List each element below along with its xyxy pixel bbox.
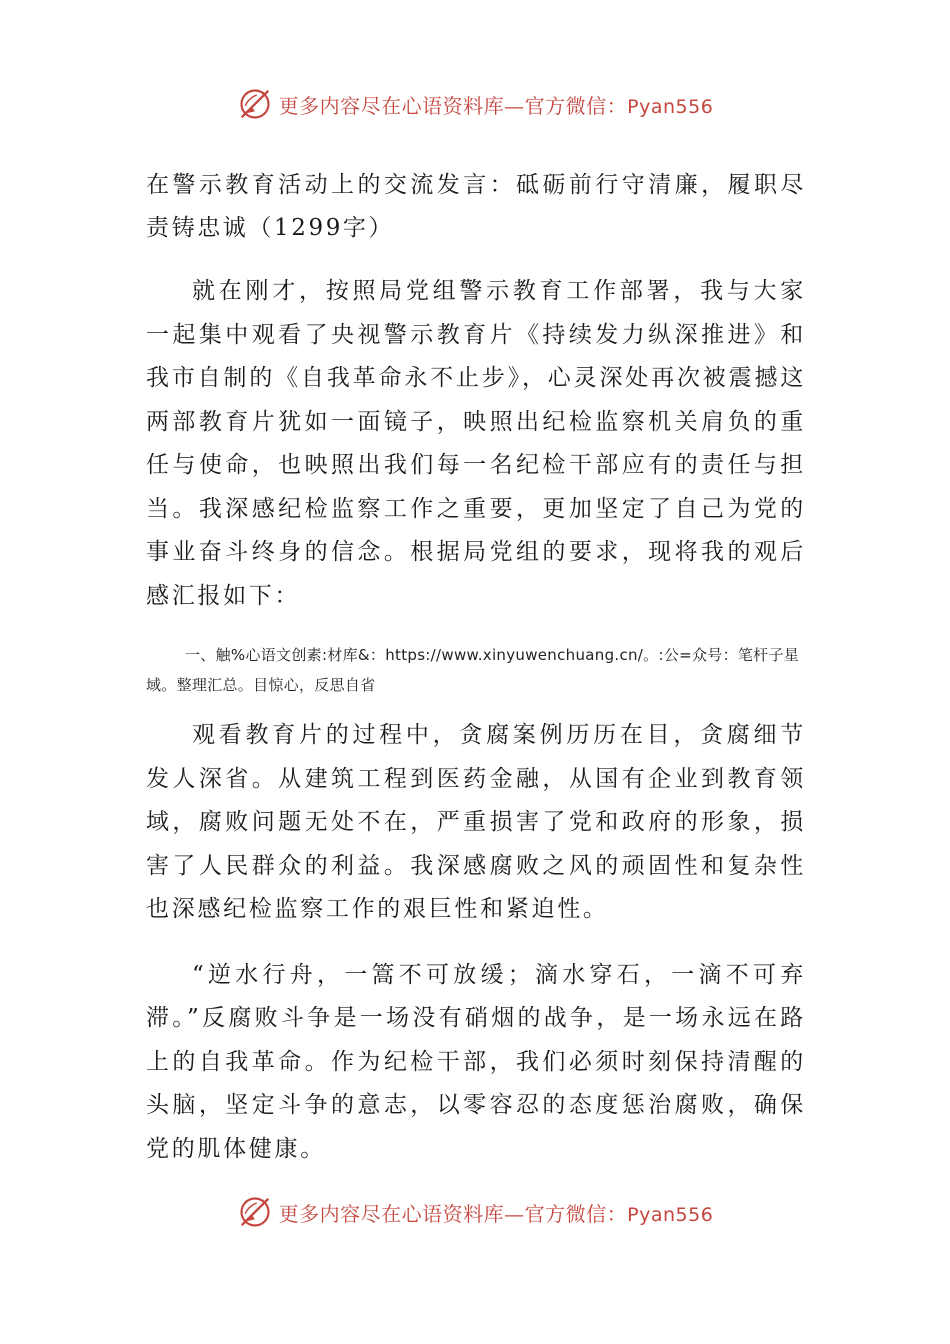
paragraph-body-2: “逆水行舟，一篙不可放缓；滴水穿石，一滴不可弃滞。”反腐败斗争是一场没有硝烟的战争，是一场永远在路上的自我革命。作为纪检干部，我们必须时刻保持清醒的头脑，坚定斗争的意志，以零容忍的态度惩治腐败，确保党的肌体健康。 [146, 961, 806, 1162]
paragraph-body-1: 观看教育片的过程中，贪腐案例历历在目，贪腐细节发人深省。从建筑工程到医药金融，从国有企业到教育领域，腐败问题无处不在，严重损害了党和政府的形象，损害了人民群众的利益。我深感腐败之风的顽固性和复杂性也深感纪检监察工作的艰巨性和紧迫性。 [146, 722, 806, 922]
pen-logo-icon [237, 1194, 273, 1230]
footer-banner [0, 1190, 950, 1234]
wechat-id: Pyan556 [627, 1203, 714, 1226]
pen-logo-icon [237, 86, 273, 122]
paragraph-intro: 就在刚才，按照局党组警示教育工作部署，我与大家一起集中观看了央视警示教育片《持续发力纵深推进》和我市自制的《自我革命永不止步》，心灵深处再次被震撼这两部教育片犹如一面镜子，映照出纪检监察机关肩负的重任与使命，也映照出我们每一名纪检干部应有的责任与担当。我深感纪检监察工作之重要，更加坚定了自己为党的事业奋斗终身的信念。根据局党组的要求，现将我的观后感汇报如下： [146, 278, 806, 609]
banner-text: 更多内容尽在心语资料库—官方微信：Pyan556 [278, 93, 714, 118]
document-title: 在警示教育活动上的交流发言：砥砺前行守清廉，履职尽责铸忠诚（1299字） [146, 172, 806, 241]
document-body [146, 164, 806, 1171]
wechat-id: Pyan556 [627, 95, 714, 118]
section-heading: 一、触%心语文创素:材库&：https://www.xinyuwenchuang.cn/。:公=众号：笔杆子星域。整理汇总。目惊心，反思自省 [146, 646, 800, 694]
banner-text: 更多内容尽在心语资料库—官方微信：Pyan556 [278, 1201, 714, 1226]
header-banner [0, 82, 950, 126]
